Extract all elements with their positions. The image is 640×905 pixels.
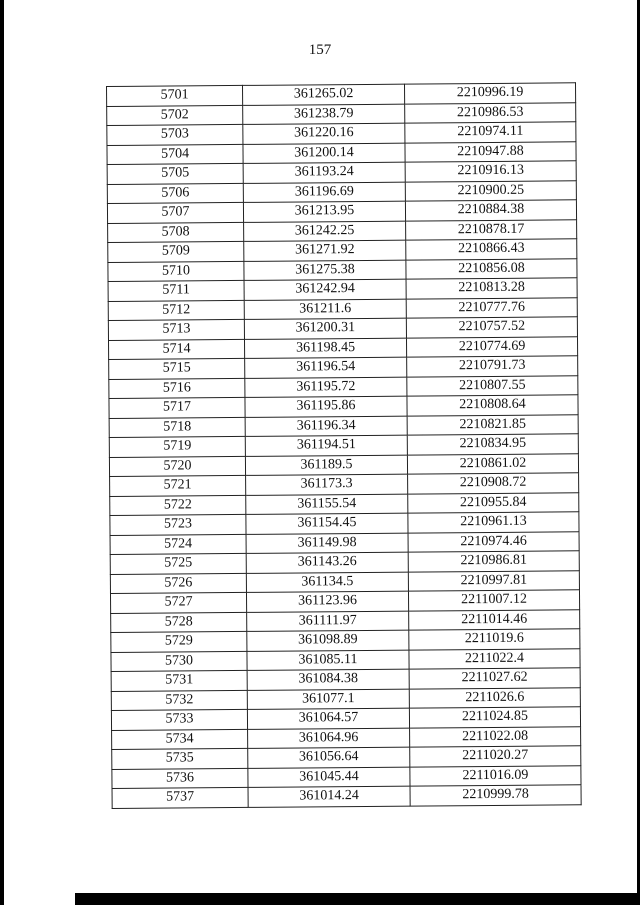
x-coordinate-cell: 361014.24 <box>248 786 410 807</box>
point-id-cell: 5711 <box>108 280 244 301</box>
point-id-cell: 5723 <box>110 514 246 535</box>
point-id-cell: 5725 <box>110 553 246 574</box>
x-coordinate-cell: 361154.45 <box>246 513 408 534</box>
y-coordinate-cell: 2210774.69 <box>406 336 577 357</box>
point-id-cell: 5702 <box>107 105 243 126</box>
y-coordinate-cell: 2210961.13 <box>408 512 579 533</box>
point-id-cell: 5726 <box>110 573 246 594</box>
y-coordinate-cell: 2210866.43 <box>406 239 577 260</box>
x-coordinate-cell: 361196.69 <box>243 182 405 203</box>
y-coordinate-cell: 2211016.09 <box>410 765 581 786</box>
x-coordinate-cell: 361155.54 <box>246 494 408 515</box>
x-coordinate-cell: 361077.1 <box>247 689 409 710</box>
y-coordinate-cell: 2210861.02 <box>407 453 578 474</box>
y-coordinate-cell: 2211014.46 <box>409 609 580 630</box>
y-coordinate-cell: 2210974.11 <box>405 122 576 143</box>
x-coordinate-cell: 361189.5 <box>245 455 407 476</box>
x-coordinate-cell: 361196.54 <box>245 357 407 378</box>
y-coordinate-cell: 2210777.76 <box>406 297 577 318</box>
page-number: 157 <box>308 42 332 58</box>
point-id-cell: 5717 <box>109 397 245 418</box>
y-coordinate-cell: 2210916.13 <box>405 161 576 182</box>
y-coordinate-cell: 2211024.85 <box>409 707 580 728</box>
y-coordinate-cell: 2211026.6 <box>409 687 580 708</box>
table-row <box>112 785 581 808</box>
y-coordinate-cell: 2210974.46 <box>408 531 579 552</box>
x-coordinate-cell: 361149.98 <box>246 533 408 554</box>
point-id-cell: 5735 <box>112 748 248 769</box>
x-coordinate-cell: 361220.16 <box>243 123 405 144</box>
y-coordinate-cell: 2210856.08 <box>406 258 577 279</box>
point-id-cell: 5705 <box>107 163 243 184</box>
y-coordinate-cell: 2210884.38 <box>405 200 576 221</box>
x-coordinate-cell: 361143.26 <box>246 552 408 573</box>
x-coordinate-cell: 361134.5 <box>246 572 408 593</box>
point-id-cell: 5728 <box>111 612 247 633</box>
point-id-cell: 5713 <box>108 319 244 340</box>
point-id-cell: 5732 <box>111 690 247 711</box>
x-coordinate-cell: 361195.72 <box>245 377 407 398</box>
x-coordinate-cell: 361211.6 <box>244 299 406 320</box>
x-coordinate-cell: 361242.25 <box>244 221 406 242</box>
point-id-cell: 5733 <box>111 709 247 730</box>
y-coordinate-cell: 2210955.84 <box>408 492 579 513</box>
point-id-cell: 5719 <box>109 436 245 457</box>
x-coordinate-cell: 361123.96 <box>246 591 408 612</box>
point-id-cell: 5707 <box>107 202 243 223</box>
x-coordinate-cell: 361085.11 <box>247 650 409 671</box>
coordinate-table-container <box>106 82 582 808</box>
point-id-cell: 5730 <box>111 651 247 672</box>
coordinate-table-body <box>107 83 582 808</box>
y-coordinate-cell: 2210997.81 <box>408 570 579 591</box>
x-coordinate-cell: 361173.3 <box>246 474 408 495</box>
point-id-cell: 5722 <box>110 495 246 516</box>
x-coordinate-cell: 361084.38 <box>247 669 409 690</box>
x-coordinate-cell: 361198.45 <box>244 338 406 359</box>
y-coordinate-cell: 2210757.52 <box>406 317 577 338</box>
x-coordinate-cell: 361196.34 <box>245 416 407 437</box>
y-coordinate-cell: 2210947.88 <box>405 141 576 162</box>
x-coordinate-cell: 361275.38 <box>244 260 406 281</box>
x-coordinate-cell: 361193.24 <box>243 162 405 183</box>
point-id-cell: 5727 <box>110 592 246 613</box>
x-coordinate-cell: 361242.94 <box>244 279 406 300</box>
point-id-cell: 5703 <box>107 124 243 145</box>
y-coordinate-cell: 2210986.81 <box>408 551 579 572</box>
point-id-cell: 5710 <box>108 261 244 282</box>
x-coordinate-cell: 361098.89 <box>247 630 409 651</box>
point-id-cell: 5729 <box>111 631 247 652</box>
y-coordinate-cell: 2210878.17 <box>406 219 577 240</box>
y-coordinate-cell: 2210986.53 <box>405 102 576 123</box>
y-coordinate-cell: 2210791.73 <box>407 356 578 377</box>
y-coordinate-cell: 2211007.12 <box>408 590 579 611</box>
x-coordinate-cell: 361056.64 <box>248 747 410 768</box>
point-id-cell: 5718 <box>109 417 245 438</box>
x-coordinate-cell: 361271.92 <box>244 240 406 261</box>
y-coordinate-cell: 2210808.64 <box>407 395 578 416</box>
point-id-cell: 5701 <box>107 85 243 106</box>
point-id-cell: 5721 <box>110 475 246 496</box>
y-coordinate-cell: 2211022.4 <box>409 648 580 669</box>
x-coordinate-cell: 361265.02 <box>242 84 404 105</box>
y-coordinate-cell: 2210996.19 <box>404 83 575 104</box>
coordinate-table <box>106 82 582 808</box>
point-id-cell: 5709 <box>108 241 244 262</box>
y-coordinate-cell: 2211027.62 <box>409 668 580 689</box>
point-id-cell: 5720 <box>109 456 245 477</box>
point-id-cell: 5737 <box>112 787 248 808</box>
y-coordinate-cell: 2210813.28 <box>406 278 577 299</box>
x-coordinate-cell: 361238.79 <box>243 104 405 125</box>
x-coordinate-cell: 361111.97 <box>247 611 409 632</box>
point-id-cell: 5706 <box>107 183 243 204</box>
point-id-cell: 5712 <box>108 300 244 321</box>
point-id-cell: 5704 <box>107 144 243 165</box>
x-coordinate-cell: 361045.44 <box>248 767 410 788</box>
x-coordinate-cell: 361194.51 <box>245 435 407 456</box>
x-coordinate-cell: 361195.86 <box>245 396 407 417</box>
y-coordinate-cell: 2211019.6 <box>409 629 580 650</box>
point-id-cell: 5714 <box>108 339 244 360</box>
y-coordinate-cell: 2210807.55 <box>407 375 578 396</box>
point-id-cell: 5734 <box>112 729 248 750</box>
point-id-cell: 5708 <box>108 222 244 243</box>
x-coordinate-cell: 361213.95 <box>243 201 405 222</box>
y-coordinate-cell: 2210834.95 <box>407 434 578 455</box>
x-coordinate-cell: 361200.31 <box>244 318 406 339</box>
point-id-cell: 5736 <box>112 768 248 789</box>
point-id-cell: 5716 <box>109 378 245 399</box>
scan-border-bottom <box>75 893 640 905</box>
x-coordinate-cell: 361200.14 <box>243 143 405 164</box>
y-coordinate-cell: 2210999.78 <box>410 785 581 806</box>
y-coordinate-cell: 2210900.25 <box>405 180 576 201</box>
point-id-cell: 5715 <box>109 358 245 379</box>
scan-border-left <box>0 0 4 905</box>
point-id-cell: 5724 <box>110 534 246 555</box>
y-coordinate-cell: 2211022.08 <box>410 726 581 747</box>
y-coordinate-cell: 2210821.85 <box>407 414 578 435</box>
y-coordinate-cell: 2210908.72 <box>408 473 579 494</box>
x-coordinate-cell: 361064.96 <box>248 728 410 749</box>
point-id-cell: 5731 <box>111 670 247 691</box>
x-coordinate-cell: 361064.57 <box>247 708 409 729</box>
y-coordinate-cell: 2211020.27 <box>410 746 581 767</box>
